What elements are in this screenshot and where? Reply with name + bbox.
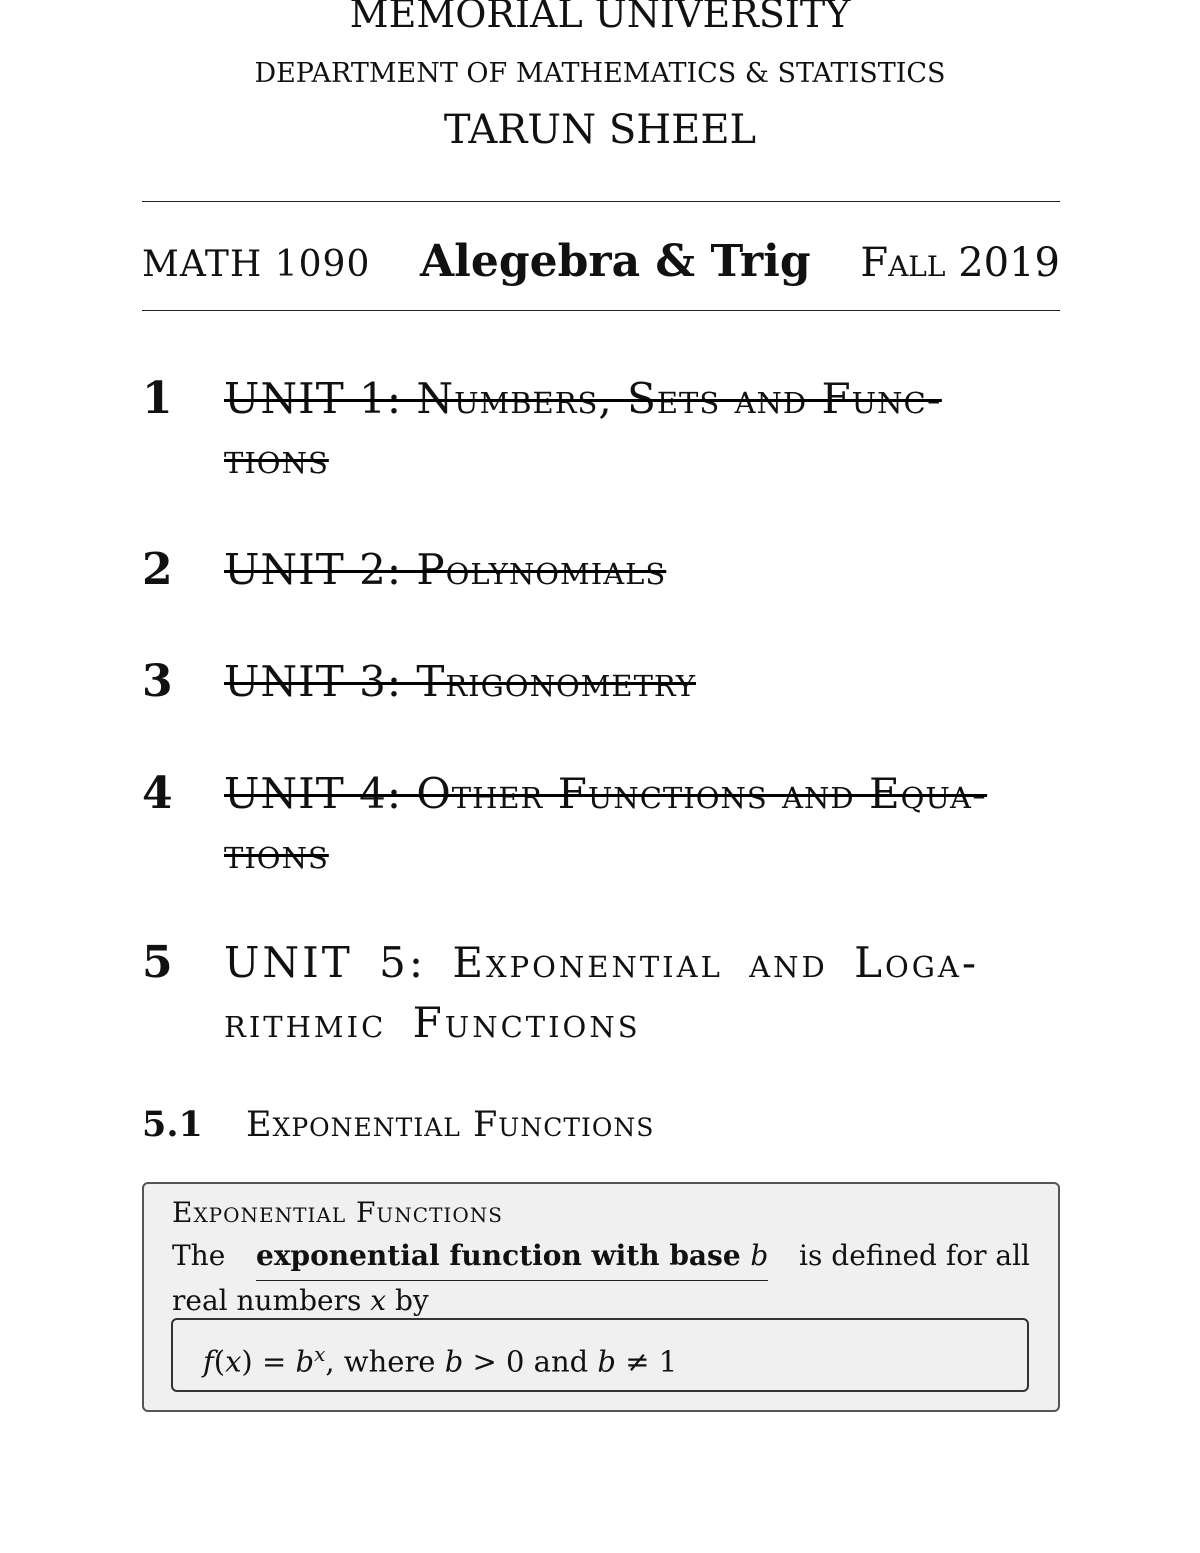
section-title-unit-5 (224, 933, 1060, 1053)
section-number: 2 (142, 544, 173, 595)
function-argument: x (225, 1344, 242, 1379)
definition-text: The (172, 1239, 226, 1272)
bottom-rule (142, 310, 1060, 311)
course-code: MATH 1090 (142, 244, 371, 285)
term-variable: b (750, 1239, 769, 1272)
formula-b: b (444, 1344, 464, 1379)
course-title: Alegebra & Trig (420, 236, 811, 287)
university-name: MEMORIAL UNIVERSITY (349, 0, 851, 36)
formula-equals: ) = (241, 1344, 296, 1379)
formula-condition: ≠ 1 (616, 1344, 678, 1379)
section-number: 4 (142, 768, 173, 819)
section-title-line: UNIT 2: Polynomials (224, 545, 667, 594)
author-name: TARUN SHEEL (443, 107, 757, 153)
formula-base: b (295, 1344, 315, 1379)
section-title-line: UNIT 5: Exponential and Loga- (224, 938, 980, 987)
formula-where: , where (325, 1344, 445, 1379)
department-name: DEPARTMENT OF MATHEMATICS & STATISTICS (254, 58, 946, 89)
definition-term (256, 1234, 768, 1281)
section-number: 3 (142, 656, 173, 707)
formula-exponent: x (314, 1342, 326, 1366)
course-banner (142, 236, 1060, 296)
section-title-line: tions (224, 434, 329, 483)
subsection-number: 5.1 (142, 1104, 203, 1145)
definition-title: Exponential Functions (172, 1196, 503, 1229)
definition-text: is defined for all (799, 1239, 1030, 1272)
section-title-unit-1 (224, 369, 1104, 489)
definition-text-line-2 (172, 1281, 429, 1321)
section-title-unit-2 (224, 540, 1104, 600)
definition-text: by (394, 1284, 429, 1317)
section-number: 5 (142, 937, 173, 988)
section-title-unit-4 (224, 764, 1104, 884)
section-title-line: rithmic Functions (224, 998, 641, 1047)
exponential-formula: $f(x) = b^x$, where b > 0 and b ≠ 1 (203, 1342, 678, 1379)
section-title-line: UNIT 4: Other Functions and Equa- (224, 769, 988, 818)
definition-text-line-1 (172, 1234, 1030, 1281)
section-number: 1 (142, 373, 173, 424)
formula-condition: > 0 and (463, 1344, 598, 1379)
section-title-line: UNIT 3: Trigonometry (224, 657, 697, 706)
function-name: f (203, 1344, 214, 1379)
section-title-unit-3 (224, 652, 1104, 712)
definition-term-text: exponential function with base (256, 1239, 741, 1272)
course-term: Fall 2019 (860, 240, 1060, 286)
subsection-title: Exponential Functions (246, 1105, 655, 1145)
section-title-line: UNIT 1: Numbers, Sets and Func- (224, 374, 942, 423)
formula-b: b (597, 1344, 616, 1379)
top-rule (142, 201, 1060, 202)
variable-x: x (370, 1284, 387, 1317)
section-title-line: tions (224, 829, 329, 878)
definition-text: real numbers (172, 1284, 362, 1317)
